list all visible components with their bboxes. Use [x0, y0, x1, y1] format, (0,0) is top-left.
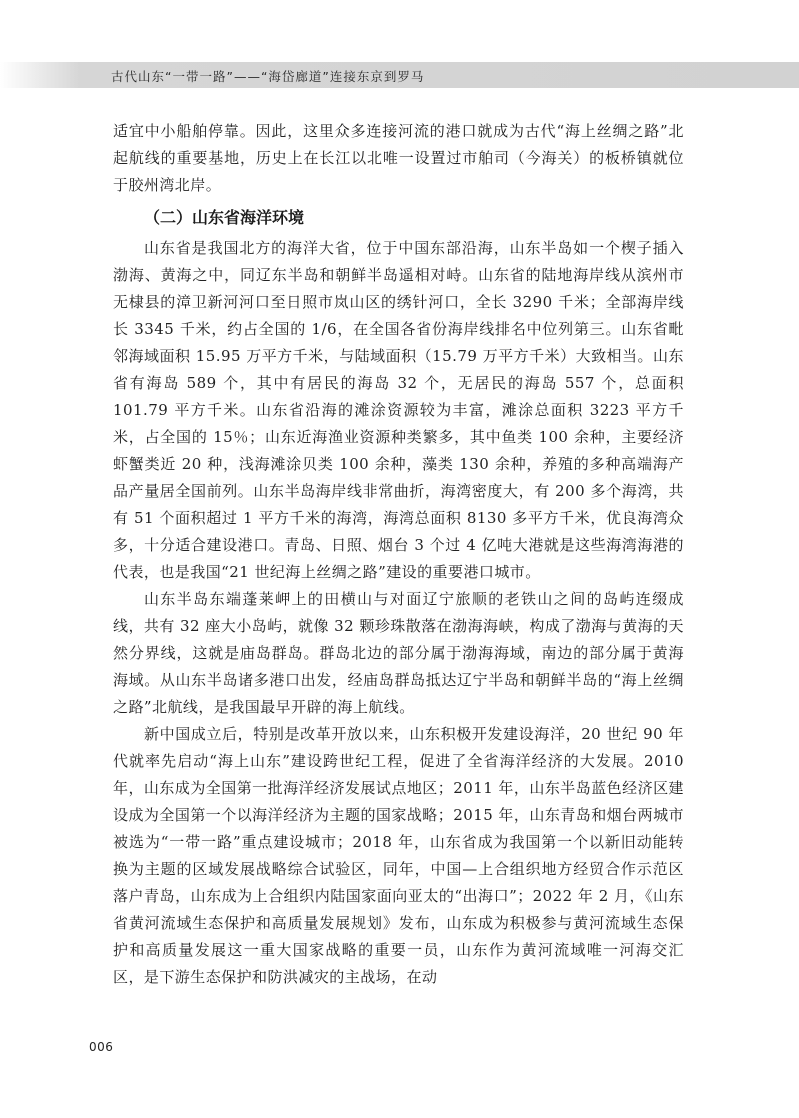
paragraph-continued: 适宜中小船舶停靠。因此，这里众多连接河流的港口就成为古代“海上丝绸之路”北起航线的重要基地，历史上在长江以北唯一设置过市舶司（今海关）的板桥镇就位于胶州湾北岸。: [113, 122, 684, 194]
paragraph: 山东半岛东端蓬莱岬上的田横山与对面辽宁旅顺的老铁山之间的岛屿连缀成线，共有 32 座大小岛屿，就像 32 颗珍珠散落在渤海海峡，构成了渤海与黄海的天然分界线，这就是庙岛群岛。群岛北边的部分属于渤海海域，南边的部分属于黄海海域。从山东半岛诸多港口出发，经庙岛群岛抵达辽宁半岛和朝鲜半岛的“海上丝绸之路”北航线，是我国最早开辟的海上航线。: [113, 590, 684, 716]
section-heading: （二）山东省海洋环境: [144, 208, 305, 227]
running-header: 古代山东“一带一路”——“海岱廊道”连接东京到罗马: [111, 69, 425, 84]
page-body: [113, 118, 684, 991]
paragraph: 新中国成立后，特别是改革开放以来，山东积极开发建设海洋，20 世纪 90 年代就率先启动“海上山东”建设跨世纪工程，促进了全省海洋经济的大发展。2010 年，山东成为全国第一批海洋经济发展试点地区；2011 年，山东半岛蓝色经济区建设成为全国第一个以海洋经济为主题的国家战略；2015 年，山东青岛和烟台两城市被选为“一带一路”重点建设城市；2018 年，山东省成为我国第一个以新旧动能转换为主题的区域发展战略综合试验区，同年，中国—上合组织地方经贸合作示范区落户青岛，山东成为上合组织内陆国家面向亚太的“出海口”；2022 年 2 月，《山东省黄河流域生态保护和高质量发展规划》发布，山东成为积极参与黄河流域生态保护和高质量发展这一重大国家战略的重要一员，山东作为黄河流域唯一河海交汇区，是下游生态保护和防洪减灾的主战场，在动: [113, 725, 684, 986]
paragraph: 山东省是我国北方的海洋大省，位于中国东部沿海，山东半岛如一个楔子插入渤海、黄海之中，同辽东半岛和朝鲜半岛遥相对峙。山东省的陆地海岸线从滨州市无棣县的漳卫新河河口至日照市岚山区的绣针河口，全长 3290 千米；全部海岸线长 3345 千米，约占全国的 1/6，在全国各省份海岸线排名中位列第三。山东省毗邻海域面积 15.95 万平方千米，与陆域面积（15.79 万平方千米）大致相当。山东省有海岛 589 个，其中有居民的海岛 32 个，无居民的海岛 557 个，总面积 101.79 平方千米。山东省沿海的滩涂资源较为丰富，滩涂总面积 3223 平方千米，占全国的 15％；山东近海渔业资源种类繁多，其中鱼类 100 余种，主要经济虾蟹类近 20 种，浅海滩涂贝类 100 余种，藻类 130 余种，养殖的多种高端海产品产量居全国前列。山东半岛海岸线非常曲折，海湾密度大，有 200 多个海湾，共有 51 个面积超过 1 平方千米的海湾，海湾总面积 8130 多平方千米，优良海湾众多，十分适合建设港口。青岛、日照、烟台 3 个过 4 亿吨大港就是这些海湾海港的代表，也是我国“21 世纪海上丝绸之路”建设的重要港口城市。: [113, 239, 684, 581]
page-number: 006: [89, 1040, 114, 1054]
